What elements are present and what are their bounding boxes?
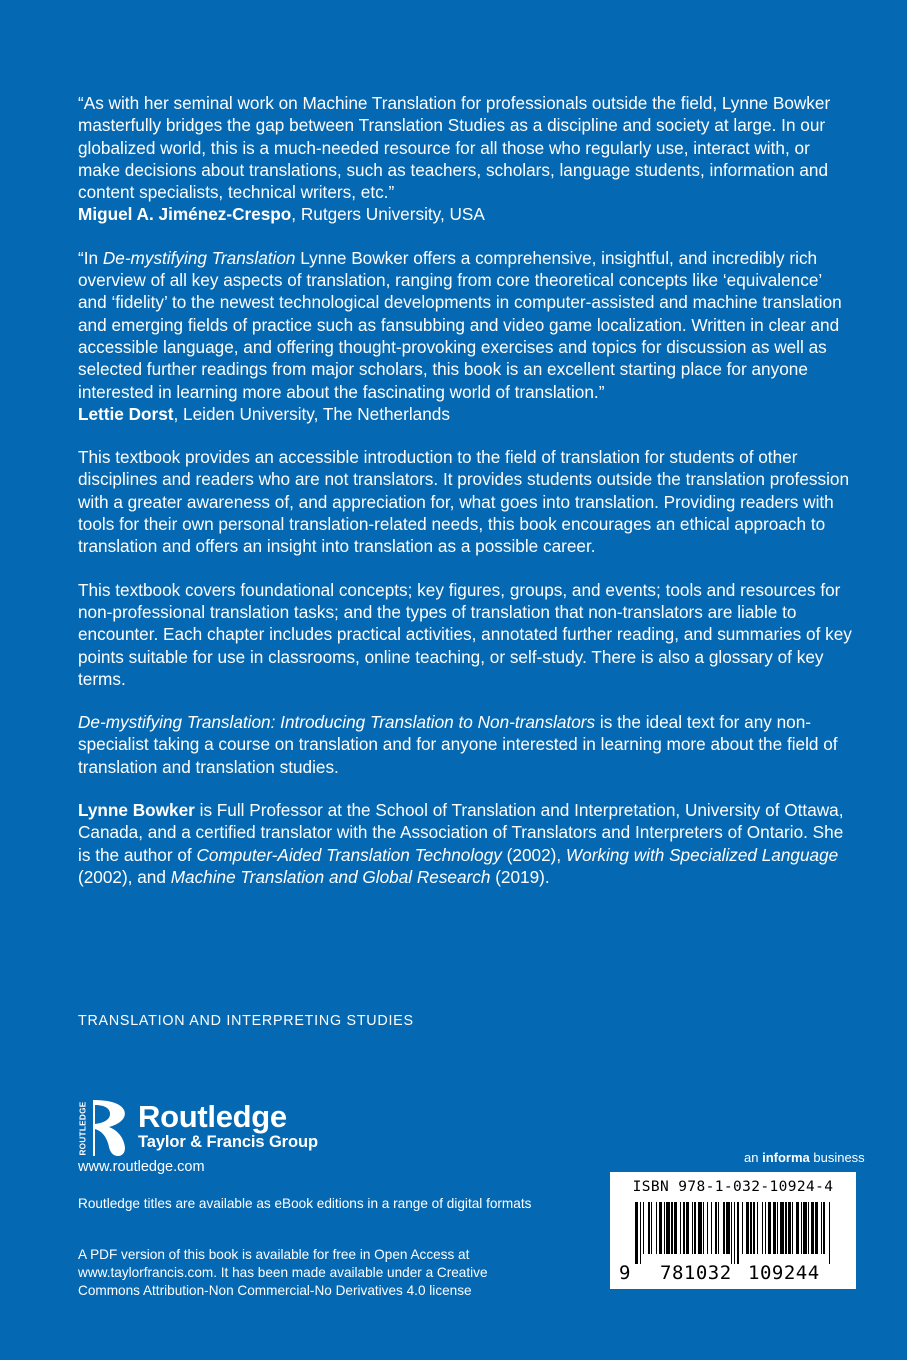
review-quote-1-text: “As with her seminal work on Machine Translation for professionals outside the field, Lynne Bowker masterfully bridges the gap between Translation Studies as a discipline and society at large. In our globalized world, this is a much-needed resource for all those who regularly use, interact with, or make decisions about translations, such as teachers, scholars, language students, information and content specialists, technical writers, etc.” [78, 93, 831, 203]
author-bio-text-3: (2002), and [78, 866, 171, 887]
review-quote-1 [78, 92, 853, 226]
author-work-3: Machine Translation and Global Research [170, 866, 491, 887]
publisher-name: Routledge [138, 1099, 287, 1134]
review-quote-2-part2: Lynne Bowker offers a comprehensive, insightful, and incredibly rich overview of all key aspects of translation, ranging from core theoretical concepts like ‘equivalence’ and ‘fidelity’ to the newest technological developments in computer-assisted and machine translation and emerging fields of practice such as fansubbing and video game localization. Written in clear and accessible language, and offering thought-provoking exercises and topics for discussion as well as selected further readings from major scholars, this book is an excellent starting place for anyone interested in learning more about the fascinating world of translation.” [78, 247, 842, 402]
publisher-website[interactable]: www.routledge.com [78, 1159, 205, 1175]
author-bio-text-2: (2002), [501, 844, 566, 865]
author-work-1: Computer-Aided Translation Technology [196, 844, 502, 865]
review-reviewer-1-affiliation: , Rutgers University, USA [291, 204, 485, 225]
author-work-2: Working with Specialized Language [565, 844, 839, 865]
ebook-availability-note: Routledge titles are available as eBook editions in a range of digital formats [78, 1196, 532, 1211]
review-reviewer-1-name: Miguel A. Jiménez-Crespo [78, 204, 292, 225]
description-paragraph-1: This textbook provides an accessible introduction to the field of translation for students of other disciplines and readers who are not translators. It provides students outside the translation profession with a greater awareness of, and appreciation for, what goes into translation. Providing readers with tools for their own personal translation-related needs, this book encourages an ethical approach to translation and offers an insight into translation as a possible career. [78, 447, 850, 557]
author-name: Lynne Bowker [78, 800, 195, 821]
closing-book-title: De-mystifying Translation: Introducing Translation to Non-translators [78, 712, 596, 733]
review-reviewer-2-name: Lettie Dorst [78, 403, 174, 424]
barcode-digits [610, 1264, 856, 1284]
informa-business-note [744, 1150, 865, 1165]
closing-rest: is the ideal text for any non-specialist taking a course on translation and for anyone interested in learning more about the field of translation and translation studies. [78, 712, 838, 777]
review-reviewer-2-affiliation: , Leiden University, The Netherlands [173, 403, 450, 424]
open-access-line-2: www.taylorfrancis.com. It has been made available under a Creative [78, 1265, 488, 1280]
open-access-line-1: A PDF version of this book is available for free in Open Access at [78, 1247, 470, 1262]
review-quote-2 [78, 247, 853, 425]
routledge-logo [76, 1098, 318, 1158]
isbn-label: ISBN 978-1-032-10924-4 [632, 1179, 834, 1195]
review-quote-2-book-title: De-mystifying Translation [102, 247, 296, 268]
barcode-bars [635, 1202, 831, 1264]
author-bio-text-1: is Full Professor at the School of Translation and Interpretation, University of Ottawa, Canada, and a certified translator with the Association of Translators and Interpreters of Ontario. She is the author of [78, 800, 844, 865]
barcode-digit-group-1: 781032 [660, 1262, 732, 1284]
description-closing [78, 711, 853, 778]
barcode-digit-group-2: 109244 [748, 1262, 820, 1284]
publisher-group: Taylor & Francis Group [138, 1133, 318, 1151]
barcode-digit-left: 9 [619, 1262, 631, 1284]
informa-brand: informa [762, 1150, 810, 1165]
review-quote-2-part1: “In [78, 247, 103, 268]
isbn-barcode [610, 1172, 856, 1289]
author-bio [78, 799, 853, 888]
routledge-vertical-wordmark [77, 1098, 90, 1158]
open-access-line-3: Commons Attribution-Non Commercial-No Derivatives 4.0 license [78, 1283, 472, 1298]
routledge-vertical-wordmark-text: ROUTLEDGE [79, 1100, 89, 1156]
informa-prefix: an [744, 1150, 763, 1165]
series-name: TRANSLATION AND INTERPRETING STUDIES [78, 1013, 414, 1029]
routledge-wordmark [138, 1100, 318, 1152]
informa-suffix: business [809, 1150, 865, 1165]
description-paragraph-2: This textbook covers foundational concepts; key figures, groups, and events; tools and resources for non-professional translation tasks; and the types of translation that non-translators are liable to encounter. Each chapter includes practical activities, annotated further reading, and summaries of key points suitable for use in classrooms, online teaching, or self-study. There is also a glossary of key terms. [78, 579, 852, 689]
blurb-content [78, 92, 853, 888]
author-bio-text-4: (2019). [490, 866, 550, 887]
open-access-note [78, 1246, 598, 1300]
routledge-r-icon [76, 1098, 128, 1158]
